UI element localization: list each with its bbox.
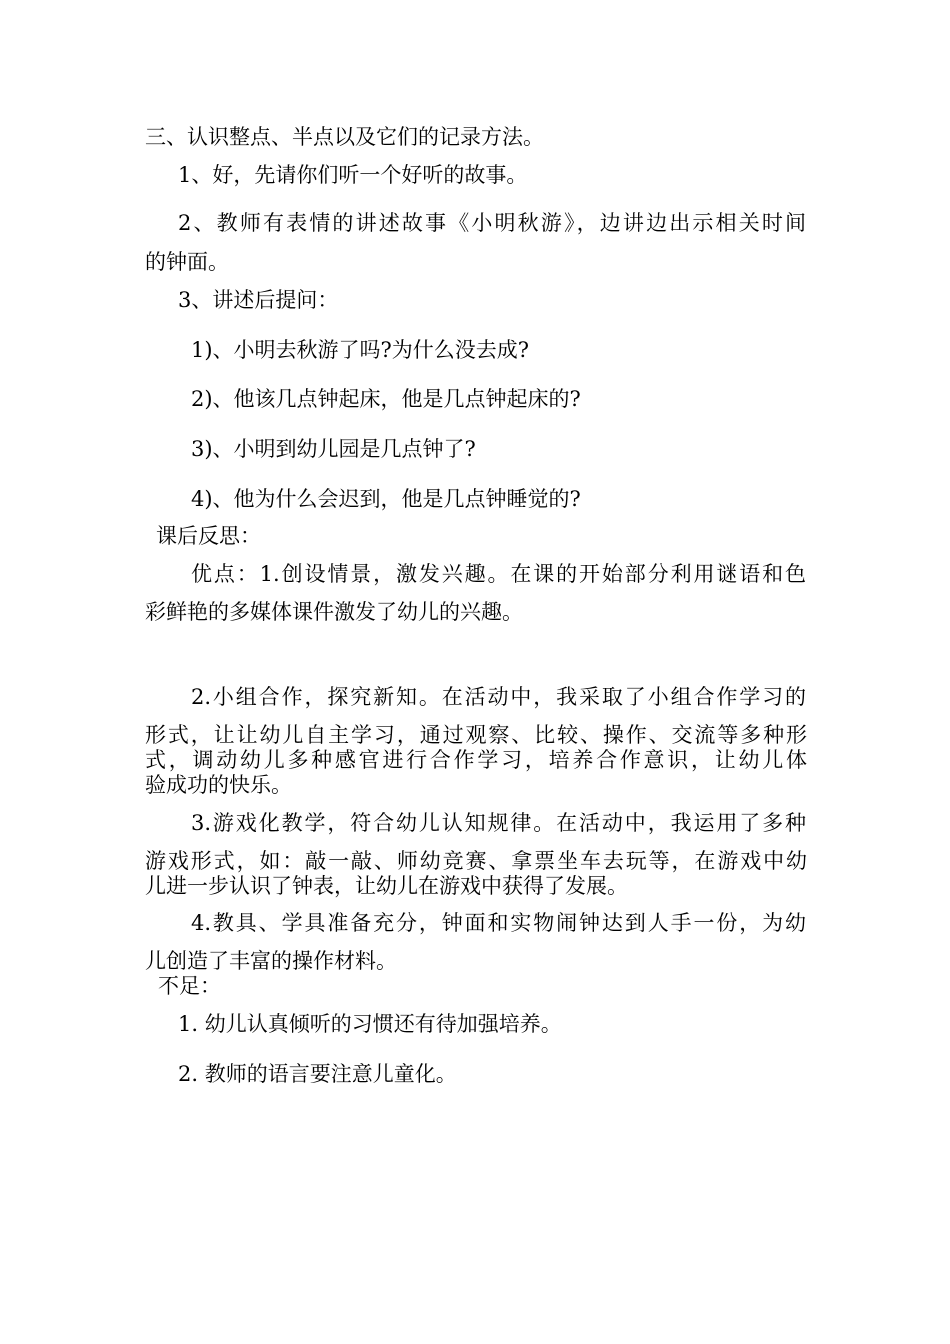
step-3: 3、讲述后提问： bbox=[178, 288, 339, 312]
merit-4-line-2: 儿创造了丰富的操作材料。 bbox=[145, 949, 397, 973]
step-2-line-1: 2、教师有表情的讲述故事《小明秋游》，边讲边出示相关时间 bbox=[178, 211, 806, 235]
section-heading: 三、认识整点、半点以及它们的记录方法。 bbox=[145, 125, 544, 149]
step-2-line-2: 的钟面。 bbox=[145, 250, 229, 274]
question-3: 3)、小明到幼儿园是几点钟了? bbox=[191, 437, 476, 461]
merit-3-line-3: 儿进一步认识了钟表，让幼儿在游戏中获得了发展。 bbox=[145, 874, 628, 898]
merit-3-line-2: 游戏形式，如：敲一敲、师幼竞赛、拿票坐车去玩等，在游戏中幼 bbox=[145, 849, 807, 873]
shortcoming-heading: 不足： bbox=[158, 974, 221, 998]
merit-2-line-1: 2.小组合作，探究新知。在活动中，我采取了小组合作学习的 bbox=[191, 685, 806, 709]
merit-4-line-1: 4.教具、学具准备充分，钟面和实物闹钟达到人手一份，为幼 bbox=[191, 911, 806, 935]
question-1: 1)、小明去秋游了吗?为什么没去成? bbox=[191, 338, 530, 362]
step-1: 1、好，先请你们听一个好听的故事。 bbox=[178, 163, 528, 187]
question-2: 2)、他该几点钟起床，他是几点钟起床的? bbox=[191, 387, 581, 411]
question-4: 4)、他为什么会迟到，他是几点钟睡觉的? bbox=[191, 487, 581, 511]
merit-1-line-1: 优点：1.创设情景，激发兴趣。在课的开始部分利用谜语和色 bbox=[191, 562, 806, 586]
merit-3-line-1: 3.游戏化教学，符合幼儿认知规律。在活动中，我运用了多种 bbox=[191, 811, 806, 835]
merit-2-line-4: 验成功的快乐。 bbox=[145, 773, 292, 797]
shortcoming-1: 1. 幼儿认真倾听的习惯还有待加强培养。 bbox=[178, 1012, 562, 1036]
merit-2-line-3: 式，调动幼儿多种感官进行合作学习，培养合作意识，让幼儿体 bbox=[145, 748, 807, 772]
merit-2-line-2: 形式，让让幼儿自主学习，通过观察、比较、操作、交流等多种形 bbox=[145, 723, 807, 747]
reflection-heading: 课后反思： bbox=[156, 524, 261, 548]
shortcoming-2: 2. 教师的语言要注意儿童化。 bbox=[178, 1062, 457, 1086]
merit-1-line-2: 彩鲜艳的多媒体课件激发了幼儿的兴趣。 bbox=[145, 600, 523, 624]
